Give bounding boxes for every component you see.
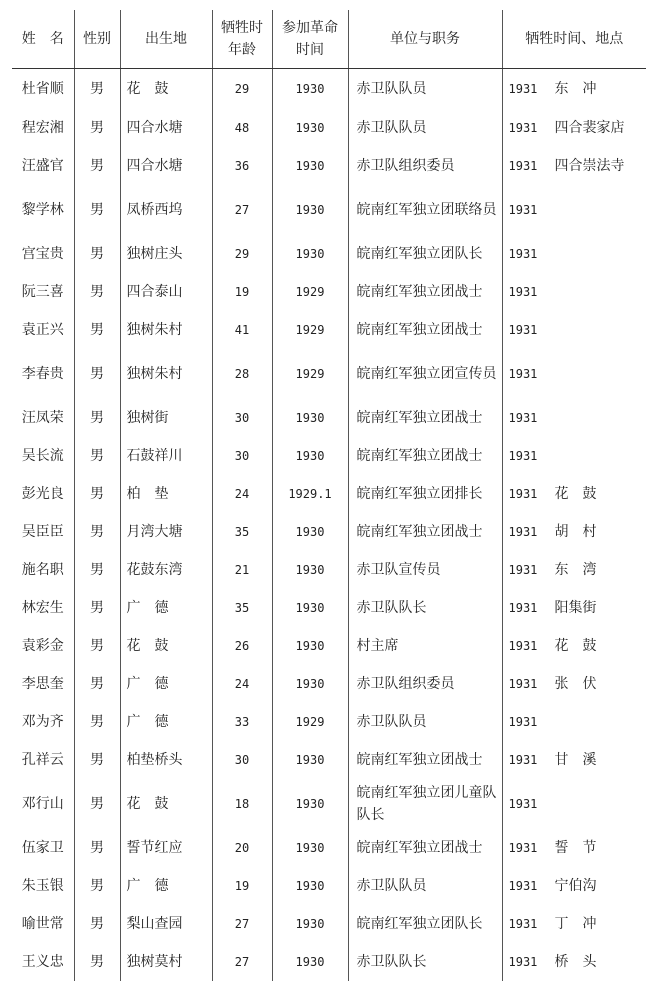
death-place: 四合崇法寺 [554,158,625,174]
death-place: 甘 溪 [554,752,597,768]
table-row [12,551,646,589]
cell-name: 袁彩金 [12,627,74,665]
cell-birthplace: 四合水塘 [120,109,212,147]
cell-sex: 男 [74,147,120,185]
cell-name: 宫宝贵 [12,235,74,273]
cell-join: 1930 [272,589,348,627]
table-row [12,147,646,185]
death-year: 1931 [508,411,538,425]
death-year: 1931 [508,367,538,381]
cell-death [502,185,646,235]
header-row [12,10,646,69]
cell-sex: 男 [74,551,120,589]
death-place: 阳集街 [554,600,597,616]
cell-birthplace: 广 德 [120,589,212,627]
cell-join: 1929 [272,311,348,349]
cell-age: 30 [212,741,272,779]
cell-join: 1930 [272,829,348,867]
cell-age: 20 [212,829,272,867]
header-death: 牺牲时间、地点 [502,10,646,69]
death-year: 1931 [508,487,538,501]
cell-unit: 赤卫队队员 [348,69,502,110]
cell-unit: 皖南红军独立团战士 [348,311,502,349]
cell-death [502,829,646,867]
death-year: 1931 [508,449,538,463]
cell-sex: 男 [74,109,120,147]
cell-name: 程宏湘 [12,109,74,147]
header-join-line2: 时间 [296,42,324,58]
cell-name: 施名职 [12,551,74,589]
table-row [12,311,646,349]
table-row [12,109,646,147]
cell-death [502,147,646,185]
cell-join: 1930 [272,867,348,905]
cell-birthplace: 广 德 [120,665,212,703]
table-row [12,665,646,703]
cell-unit: 皖南红军独立团战士 [348,437,502,475]
cell-sex: 男 [74,943,120,981]
cell-unit: 皖南红军独立团宣传员 [348,349,502,399]
cell-unit: 皖南红军独立团战士 [348,513,502,551]
death-year: 1931 [508,203,538,217]
cell-death [502,741,646,779]
cell-birthplace: 梨山查园 [120,905,212,943]
cell-death [502,779,646,829]
table-row [12,741,646,779]
cell-join: 1930 [272,235,348,273]
table-row [12,943,646,981]
cell-age: 28 [212,349,272,399]
table-row [12,513,646,551]
death-place: 东 冲 [554,81,597,97]
cell-sex: 男 [74,235,120,273]
cell-unit: 皖南红军独立团战士 [348,273,502,311]
cell-name: 袁正兴 [12,311,74,349]
cell-age: 30 [212,399,272,437]
cell-name: 吴长流 [12,437,74,475]
table-row [12,235,646,273]
death-year: 1931 [508,841,538,855]
header-age-line1: 牺牲时 [221,20,263,36]
cell-unit: 赤卫队队员 [348,109,502,147]
cell-death [502,69,646,110]
cell-birthplace: 柏垫桥头 [120,741,212,779]
cell-age: 27 [212,185,272,235]
death-year: 1931 [508,715,538,729]
death-place: 花 鼓 [554,638,597,654]
cell-birthplace: 独树朱村 [120,311,212,349]
death-year: 1931 [508,323,538,337]
cell-join: 1930 [272,551,348,589]
cell-birthplace: 广 德 [120,703,212,741]
cell-birthplace: 广 德 [120,867,212,905]
cell-name: 林宏生 [12,589,74,627]
death-year: 1931 [508,917,538,931]
cell-sex: 男 [74,273,120,311]
death-year: 1931 [508,82,538,96]
cell-name: 李春贵 [12,349,74,399]
cell-sex: 男 [74,399,120,437]
death-year: 1931 [508,121,538,135]
cell-death [502,437,646,475]
cell-sex: 男 [74,779,120,829]
cell-name: 王义忠 [12,943,74,981]
cell-death [502,399,646,437]
death-place: 张 伏 [554,676,597,692]
martyr-table [12,10,646,981]
cell-sex: 男 [74,349,120,399]
cell-age: 35 [212,513,272,551]
header-age [212,10,272,69]
cell-join: 1930 [272,185,348,235]
cell-death [502,703,646,741]
death-year: 1931 [508,247,538,261]
table-row [12,905,646,943]
cell-unit: 皖南红军独立团联络员 [348,185,502,235]
table-row [12,703,646,741]
table-row [12,589,646,627]
cell-death [502,867,646,905]
cell-name: 喻世常 [12,905,74,943]
table-row [12,829,646,867]
cell-name: 伍家卫 [12,829,74,867]
death-year: 1931 [508,955,538,969]
cell-age: 48 [212,109,272,147]
cell-age: 29 [212,69,272,110]
cell-unit: 皖南红军独立团队长 [348,905,502,943]
cell-birthplace: 独树朱村 [120,349,212,399]
cell-age: 36 [212,147,272,185]
table-row [12,185,646,235]
cell-sex: 男 [74,311,120,349]
cell-join: 1930 [272,905,348,943]
death-year: 1931 [508,639,538,653]
cell-birthplace: 柏 垫 [120,475,212,513]
cell-birthplace: 花 鼓 [120,69,212,110]
cell-birthplace: 独树街 [120,399,212,437]
cell-age: 18 [212,779,272,829]
cell-age: 24 [212,665,272,703]
header-age-line2: 年龄 [228,42,256,58]
death-year: 1931 [508,563,538,577]
death-year: 1931 [508,285,538,299]
cell-death [502,475,646,513]
death-year: 1931 [508,879,538,893]
death-place: 四合裴家店 [554,120,625,136]
cell-unit: 村主席 [348,627,502,665]
cell-name: 吴臣臣 [12,513,74,551]
cell-death [502,273,646,311]
cell-unit: 赤卫队组织委员 [348,147,502,185]
table-row [12,627,646,665]
cell-unit: 皖南红军独立团战士 [348,829,502,867]
header-unit: 单位与职务 [348,10,502,69]
cell-unit: 赤卫队队员 [348,867,502,905]
cell-sex: 男 [74,627,120,665]
cell-birthplace: 花 鼓 [120,779,212,829]
death-year: 1931 [508,677,538,691]
table-row [12,475,646,513]
cell-age: 30 [212,437,272,475]
cell-death [502,551,646,589]
death-year: 1931 [508,753,538,767]
cell-age: 24 [212,475,272,513]
death-year: 1931 [508,601,538,615]
cell-age: 19 [212,273,272,311]
death-year: 1931 [508,525,538,539]
cell-age: 41 [212,311,272,349]
cell-birthplace: 誓节红应 [120,829,212,867]
cell-unit: 赤卫队队长 [348,943,502,981]
cell-name: 李思奎 [12,665,74,703]
cell-sex: 男 [74,741,120,779]
cell-sex: 男 [74,437,120,475]
cell-join: 1930 [272,69,348,110]
cell-age: 21 [212,551,272,589]
cell-join: 1930 [272,437,348,475]
cell-join: 1930 [272,943,348,981]
cell-birthplace: 独树莫村 [120,943,212,981]
table-row [12,349,646,399]
cell-unit: 皖南红军独立团战士 [348,399,502,437]
cell-sex: 男 [74,589,120,627]
cell-name: 汪凤荣 [12,399,74,437]
cell-name: 黎学林 [12,185,74,235]
death-place: 胡 村 [554,524,597,540]
table-row [12,779,646,829]
cell-name: 朱玉银 [12,867,74,905]
cell-death [502,905,646,943]
cell-death [502,627,646,665]
cell-unit: 赤卫队组织委员 [348,665,502,703]
cell-name: 阮三喜 [12,273,74,311]
cell-unit: 赤卫队队长 [348,589,502,627]
header-birthplace: 出生地 [120,10,212,69]
death-year: 1931 [508,159,538,173]
death-year: 1931 [508,797,538,811]
header-join [272,10,348,69]
cell-sex: 男 [74,905,120,943]
cell-birthplace: 四合水塘 [120,147,212,185]
cell-age: 19 [212,867,272,905]
cell-birthplace: 花鼓东湾 [120,551,212,589]
table-row [12,273,646,311]
death-place: 东 湾 [554,562,597,578]
death-place: 誓 节 [554,840,597,856]
table-row [12,399,646,437]
death-place: 丁 冲 [554,916,597,932]
cell-sex: 男 [74,703,120,741]
cell-unit: 皖南红军独立团队长 [348,235,502,273]
cell-unit: 皖南红军独立团排长 [348,475,502,513]
cell-birthplace: 独树庄头 [120,235,212,273]
table-row [12,867,646,905]
cell-name: 孔祥云 [12,741,74,779]
cell-death [502,513,646,551]
cell-death [502,349,646,399]
cell-death [502,943,646,981]
cell-death [502,665,646,703]
cell-death [502,109,646,147]
cell-name: 彭光良 [12,475,74,513]
header-sex: 性别 [74,10,120,69]
header-name: 姓 名 [12,10,74,69]
table-row [12,69,646,110]
cell-join: 1930 [272,109,348,147]
cell-join: 1930 [272,627,348,665]
cell-join: 1930 [272,741,348,779]
cell-birthplace: 凤桥西坞 [120,185,212,235]
cell-age: 26 [212,627,272,665]
cell-age: 29 [212,235,272,273]
table-row [12,437,646,475]
cell-join: 1930 [272,665,348,703]
cell-name: 汪盛官 [12,147,74,185]
cell-birthplace: 石鼓祥川 [120,437,212,475]
cell-join: 1930 [272,779,348,829]
header-join-line1: 参加革命 [282,20,338,36]
cell-birthplace: 四合泰山 [120,273,212,311]
cell-age: 27 [212,905,272,943]
cell-death [502,235,646,273]
cell-sex: 男 [74,513,120,551]
cell-birthplace: 花 鼓 [120,627,212,665]
cell-unit: 皖南红军独立团战士 [348,741,502,779]
cell-join: 1930 [272,513,348,551]
death-place: 宁伯沟 [554,878,597,894]
cell-birthplace: 月湾大塘 [120,513,212,551]
cell-name: 邓行山 [12,779,74,829]
cell-sex: 男 [74,185,120,235]
cell-join: 1929 [272,349,348,399]
cell-sex: 男 [74,69,120,110]
cell-unit: 赤卫队宣传员 [348,551,502,589]
cell-sex: 男 [74,475,120,513]
cell-unit: 皖南红军独立团儿童队队长 [348,779,502,829]
cell-sex: 男 [74,867,120,905]
cell-join: 1929 [272,273,348,311]
cell-age: 27 [212,943,272,981]
cell-join: 1930 [272,147,348,185]
cell-age: 33 [212,703,272,741]
death-place: 花 鼓 [554,486,597,502]
cell-name: 杜省顺 [12,69,74,110]
cell-age: 35 [212,589,272,627]
death-place: 桥 头 [554,954,597,970]
cell-death [502,589,646,627]
cell-death [502,311,646,349]
cell-join: 1929.1 [272,475,348,513]
cell-sex: 男 [74,665,120,703]
cell-join: 1929 [272,703,348,741]
cell-join: 1930 [272,399,348,437]
cell-name: 邓为齐 [12,703,74,741]
cell-unit: 赤卫队队员 [348,703,502,741]
cell-sex: 男 [74,829,120,867]
table-body [12,69,646,982]
